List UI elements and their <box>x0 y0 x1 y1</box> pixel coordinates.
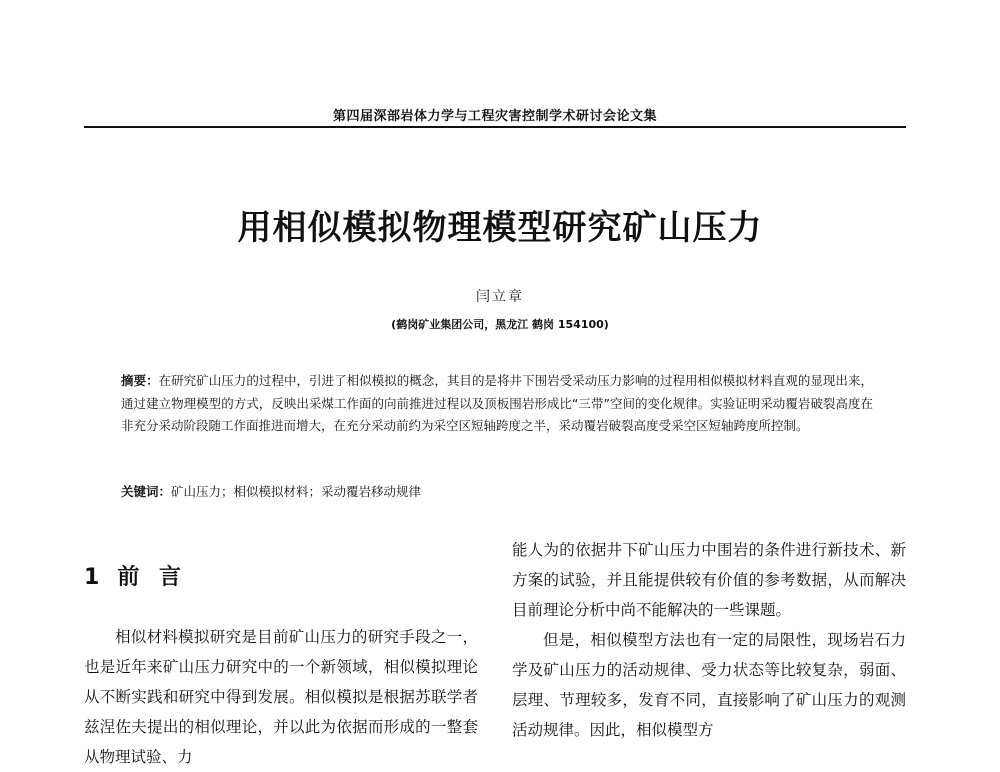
body-paragraph: 相似材料模拟研究是目前矿山压力的研究手段之一，也是近年来矿山压力研究中的一个新领域，相似模拟理论从不断实践和研究中得到发展。相似模拟是根据苏联学者兹涅佐夫提出的相似理论，并以此为依据而形成的一整套从物理试验、力 <box>84 628 478 766</box>
abstract-text: 在研究矿山压力的过程中，引进了相似模拟的概念，其目的是将井下围岩受采动压力影响的过程用相似模拟材料直观的显现出来，通过建立物理模型的方式，反映出采煤工作面的向前推进过程以及顶板围岩形成比“三带”空间的变化规律。实验证明采动覆岩破裂高度在非充分采动阶段随工作面推进而增大，在充分采动前约为采空区短轴跨度之半，采动覆岩破裂高度受采空区短轴跨度所控制。 <box>121 373 873 434</box>
keywords-label: 关键词： <box>121 484 172 499</box>
right-column <box>512 535 906 745</box>
left-column <box>84 622 478 772</box>
section-title: 前 言 <box>117 565 187 590</box>
keywords <box>121 481 873 503</box>
body-paragraph: 但是，相似模型方法也有一定的局限性，现场岩石力学及矿山压力的活动规律、受力状态等比较复杂，弱面、层理、节理较多，发育不同，直接影响了矿山压力的观测活动规律。因此，相似模型方 <box>512 631 906 739</box>
paper-title: 用相似模拟物理模型研究矿山压力 <box>237 208 763 248</box>
header-rule <box>84 126 906 128</box>
author-affiliation: (鹤岗矿业集团公司，黑龙江 鹤岗 154100) <box>391 318 609 331</box>
abstract-label: 摘要： <box>121 373 159 388</box>
running-header: 第四届深部岩体力学与工程灾害控制学术研讨会论文集 <box>332 109 657 124</box>
body-paragraph: 能人为的依据井下矿山压力中围岩的条件进行新技术、新方案的试验，并且能提供较有价值的参考数据，从而解决目前理论分析中尚不能解决的一些课题。 <box>512 541 906 619</box>
author-name: 闫立章 <box>476 289 524 305</box>
abstract <box>121 370 873 438</box>
keywords-text: 矿山压力；相似模拟材料；采动覆岩移动规律 <box>171 484 422 499</box>
section-number: 1 <box>84 565 100 590</box>
section-heading <box>84 560 187 591</box>
